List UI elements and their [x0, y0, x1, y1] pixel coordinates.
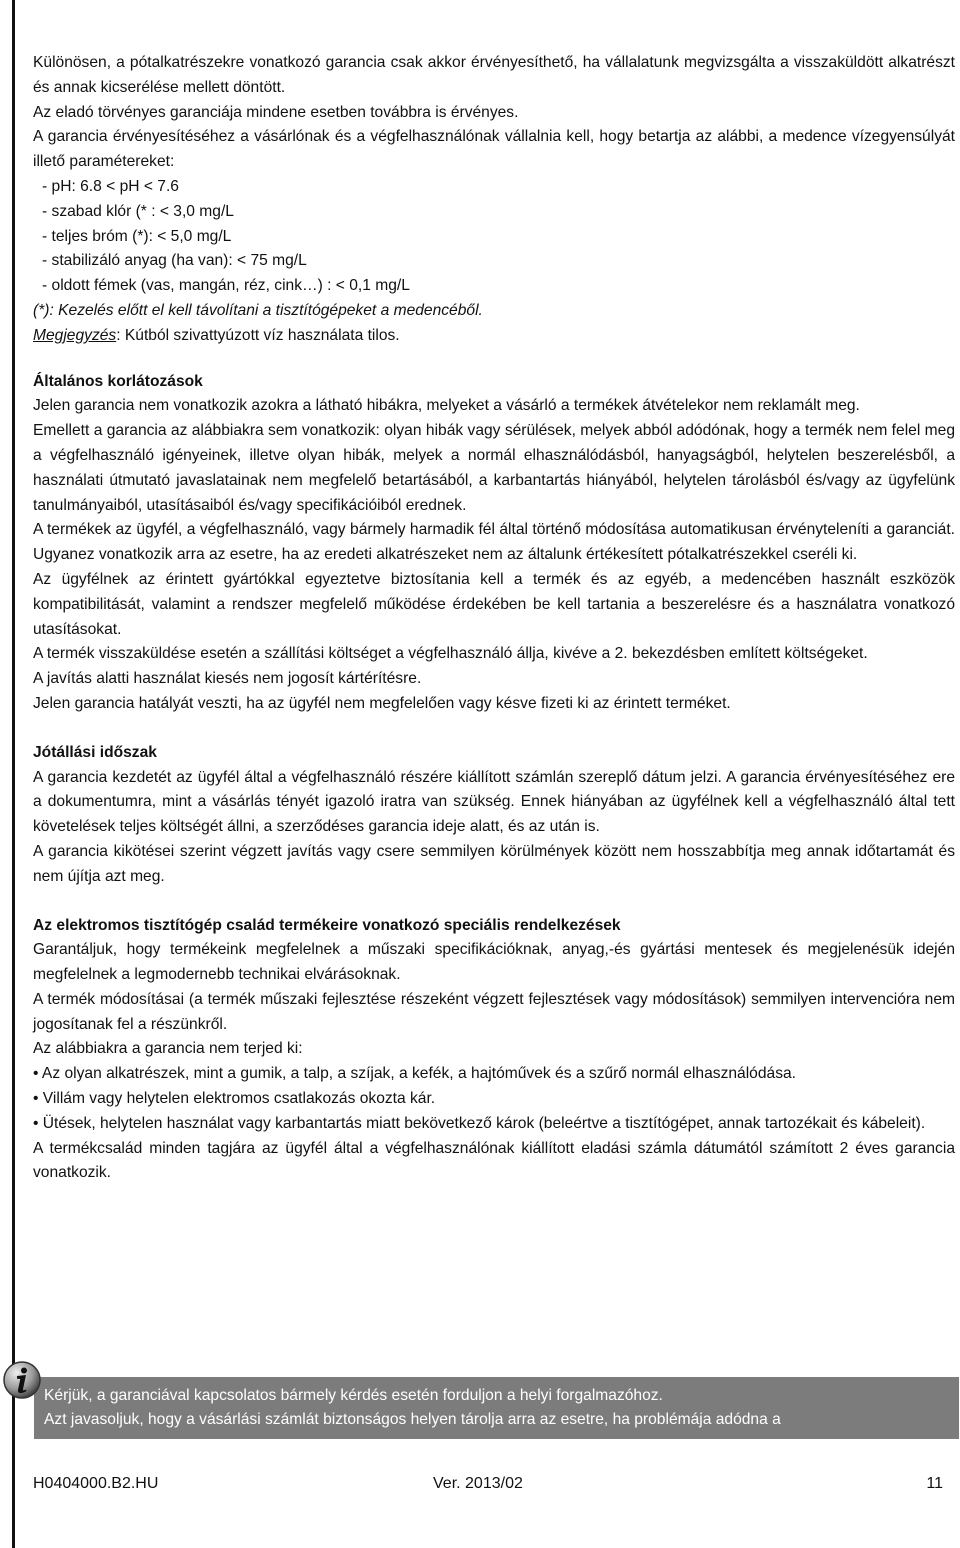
remark	[33, 324, 955, 349]
info-icon	[2, 1360, 42, 1400]
general-heading: Általános korlátozások	[33, 372, 203, 390]
param-bromine: - teljes bróm (*): < 5,0 mg/L	[42, 227, 232, 245]
electric-paragraph-3: Az alábbiakra a garancia nem terjed ki:	[33, 1040, 303, 1058]
electric-heading: Az elektromos tisztítógép család termékeire vonatkozó speciális rendelkezések	[33, 916, 621, 934]
page-footer	[33, 1472, 943, 1496]
document-code: H0404000.B2.HU	[33, 1475, 159, 1492]
general-paragraph-3: A termékek az ügyfél, a végfelhasználó, vagy bármely harmadik fél által történő módosítása automatikusan érvényteleníti a garanciát. Ugyanez vonatkozik arra az esetre, ha az eredeti alkatrészeket nem az általunk értékesített pótalkatrészekkel cseréli ki.	[33, 521, 955, 564]
electric-paragraph-4: A termékcsalád minden tagjára az ügyfél által a végfelhasználónak kiállított eladási számla dátumától számított 2 éves garancia vonatkozik.	[33, 1139, 955, 1182]
general-paragraph-6: A javítás alatti használat kiesés nem jogosít kártérítésre.	[33, 670, 422, 688]
page-left-rule	[12, 0, 15, 1548]
remark-label: Megjegyzés	[33, 326, 117, 344]
general-paragraph-7: Jelen garancia hatályát veszti, ha az ügyfél nem megfelelően vagy késve fizeti ki az érintett terméket.	[33, 694, 731, 712]
info-line-2: Azt javasoljuk, hogy a vásárlási számlát biztonságos helyen tárolja arra az esetre, ha problémája adódna a	[44, 1411, 781, 1428]
param-stabilizer: - stabilizáló anyag (ha van): < 75 mg/L	[42, 252, 307, 270]
electric-bullet-2: • Villám vagy helytelen elektromos csatlakozás okozta kár.	[33, 1090, 436, 1108]
page-number: 11	[926, 1475, 943, 1492]
general-paragraph-2: Emellett a garancia az alábbiakra sem vonatkozik: olyan hibák vagy sérülések, melyek abból adódónak, hogy a termék nem felel meg a végfelhasználó igényeinek, illetve olyan hibák, melyek a normál elhasználódásból, hanyagságból, helytelen beszerelésből, a használati útmutató javaslatainak nem megfelelő betartásából, a karbantartás hiányából, helytelen tárolásból és/vagy az ügyfelünk tanulmányaiból, utasításaiból és/vagy specifikációiból erednek.	[33, 422, 955, 514]
electric-bullet-3: • Ütések, helytelen használat vagy karbantartás miatt bekövetkező károk (beleértve a tisztítógépet, annak tartozékait és kábeleit).	[33, 1114, 926, 1132]
general-paragraph-5: A termék visszaküldése esetén a szállítási költséget a végfelhasználó állja, kivéve a 2. bekezdésben említett költségeket.	[33, 645, 868, 663]
electric-paragraph-2: A termék módosításai (a termék műszaki fejlesztése részeként végzett fejlesztések vagy módosítások) semmilyen intervencióra nem jogosítanak fel a részünkről.	[33, 990, 955, 1033]
intro-paragraph-1: Különösen, a pótalkatrészekre vonatkozó garancia csak akkor érvényesíthető, ha vállalatunk megvizsgálta a visszaküldött alkatrészt és annak kicserélése mellett döntött.	[33, 54, 955, 96]
param-ph: - pH: 6.8 < pH < 7.6	[42, 177, 179, 195]
info-bar	[34, 1377, 959, 1439]
intro-paragraph-3: A garancia érvényesítéséhez a vásárlónak és a végfelhasználónak vállalnia kell, hogy betartja az alábbi, a medence vízegyensúlyát illető paramétereket:	[33, 128, 955, 171]
treatment-note: (*): Kezelés előtt el kell távolítani a tisztítógépeket a medencéből.	[33, 301, 483, 319]
electric-bullet-1: • Az olyan alkatrészek, mint a gumik, a talp, a szíjak, a kefék, a hajtóművek és a szűrő normál elhasználódása.	[33, 1065, 796, 1083]
param-metals: - oldott fémek (vas, mangán, réz, cink…) : < 0,1 mg/L	[42, 277, 410, 295]
general-paragraph-1: Jelen garancia nem vonatkozik azokra a látható hibákra, melyeket a vásárló a termékek átvételekor nem reklamált meg.	[33, 397, 860, 415]
intro-paragraph-2: Az eladó törvényes garanciája mindene esetben továbbra is érvényes.	[33, 103, 519, 121]
info-line-1: Kérjük, a garanciával kapcsolatos bármely kérdés esetén forduljon a helyi forgalmazóhoz.	[44, 1387, 663, 1404]
warranty-period-paragraph-1: A garancia kezdetét az ügyfél által a végfelhasználó részére kiállított számlán szereplő dátum jelzi. A garancia érvényesítéséhez ere a dokumentumra, mint a vásárlás tényét igazoló iratra van szükség. Ennek hiányában az ügyfélnek kell a végfelhasználó által tett követelések teljes költségét állni, a szerződéses garancia ideje alatt, és az után is.	[33, 768, 955, 836]
document-body	[33, 51, 955, 1186]
remark-text: : Kútból szivattyúzott víz használata tilos.	[116, 326, 400, 344]
electric-paragraph-1: Garantáljuk, hogy termékeink megfelelnek a műszaki specifikációknak, anyag,-és gyártási mentesek és megjelenésük idején megfelelnek a legmodernebb technikai elvárásoknak.	[33, 941, 955, 984]
warranty-period-paragraph-2: A garancia kikötései szerint végzett javítás vagy csere semmilyen körülmények között nem hosszabbítja meg annak időtartamát és nem újítja azt meg.	[33, 842, 955, 885]
document-version: Ver. 2013/02	[433, 1475, 523, 1492]
general-paragraph-4: Az ügyfélnek az érintett gyártókkal egyeztetve biztosítania kell a termék és az egyéb, a medencében használt eszközök kompatibilitását, valamint a rendszer megfelelő működése érdekében be kell tartania a beszerelésre és a használatra vonatkozó utasításokat.	[33, 570, 955, 638]
warranty-period-heading: Jótállási időszak	[33, 743, 157, 761]
param-chlorine: - szabad klór (* : < 3,0 mg/L	[42, 202, 234, 220]
